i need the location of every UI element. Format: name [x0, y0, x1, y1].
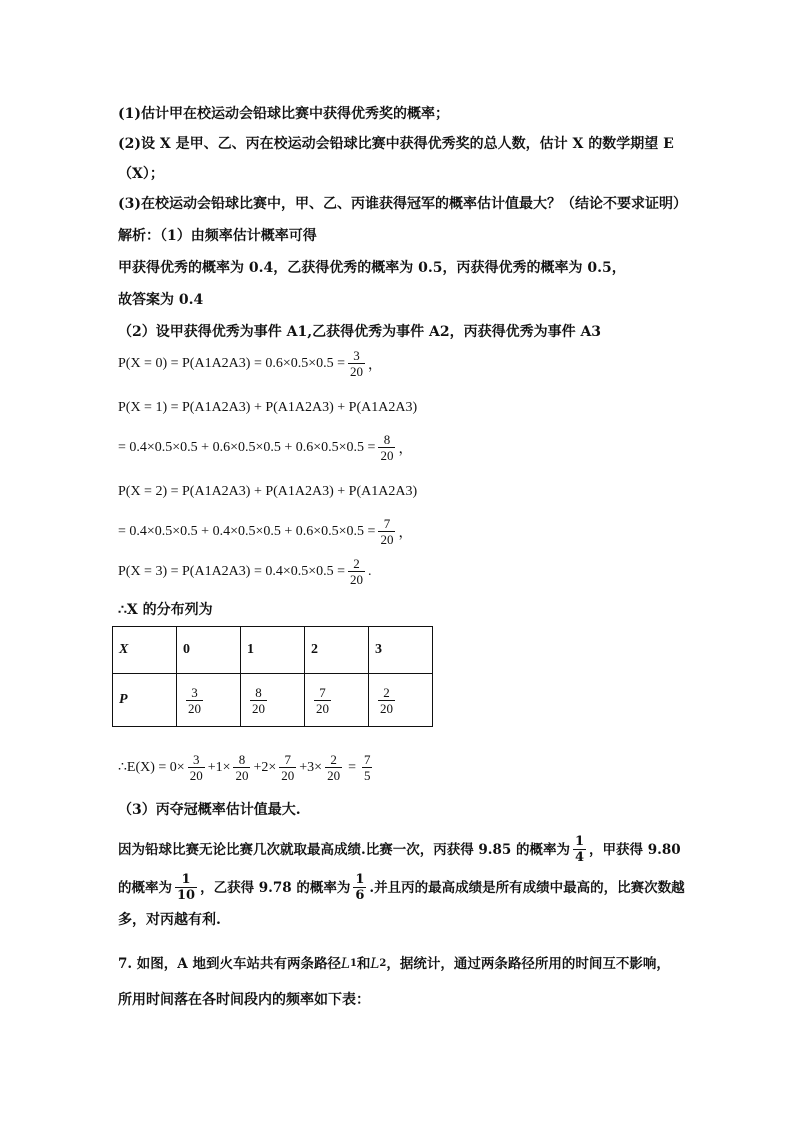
- comma: ，: [368, 357, 383, 373]
- equation-x0: [118, 348, 382, 379]
- solution-header: 解析：（1）由频率估计概率可得: [118, 228, 317, 244]
- question-1: (1)估计甲在校运动会铅球比赛中获得优秀奖的概率；: [118, 106, 449, 122]
- part3-line-3: 多，对丙越有利.: [118, 912, 221, 928]
- table-cell: $\frac{3}{20}$: [177, 674, 241, 727]
- equation-x2-fraction: $\frac{7}{20}$: [380, 516, 394, 547]
- solution-part1-line: 甲获得优秀的概率为 0.4，乙获得优秀的概率为 0.5，丙获得优秀的概率为 0.5，: [118, 260, 626, 276]
- question-3: (3)在校运动会铅球比赛中，甲、乙、丙谁获得冠军的概率估计值最大？（结论不要求证明）: [118, 196, 687, 212]
- equation-x2-lhs: P(X = 2) = P(A1A2A3) + P(A1A2A3) + P(A1A2A3): [118, 484, 418, 499]
- part3-title: （3）丙夺冠概率估计值最大.: [118, 802, 301, 818]
- equation-x2-calc: = 0.4×0.5×0.5 + 0.4×0.5×0.5 + 0.6×0.5×0.5 = $\frac{7}{20}$ ，: [118, 516, 413, 547]
- answer-1: 故答案为 0.4: [118, 292, 204, 308]
- table-cell: $\frac{8}{20}$: [241, 674, 305, 727]
- table-header-cell: 1: [241, 627, 305, 674]
- table-cell: $\frac{2}{20}$: [369, 674, 433, 727]
- equation-x0-fraction: $\frac{3}{20}$: [350, 348, 364, 379]
- part3-line-1: 因为铅球比赛无论比赛几次就取最高成绩.比赛一次，丙获得 9.85 的概率为 $\frac{1}{4}$ ，甲获得 9.80: [118, 834, 681, 865]
- part3-line-2: 的概率为 $\frac{1}{10}$ ，乙获得 9.78 的概率为 $\frac{1}{6}$ .并且丙的最高成绩是所有成绩中最高的，比赛次数越: [118, 872, 685, 903]
- table-row: [113, 627, 433, 674]
- table-row: [113, 674, 433, 727]
- question-2-line-2: （X）；: [118, 166, 164, 182]
- question-2-line-1: (2)设 X 是甲、乙、丙在校运动会铅球比赛中获得优秀奖的总人数，估计 X 的数学期望 E: [118, 136, 674, 152]
- table-cell: $\frac{7}{20}$: [305, 674, 369, 727]
- distribution-intro: ∴X 的分布列为: [118, 602, 213, 618]
- table-header-cell: 2: [305, 627, 369, 674]
- equation-x3-fraction: $\frac{2}{20}$: [350, 556, 364, 587]
- part2-intro: （2）设甲获得优秀为事件 A1,乙获得优秀为事件 A2，丙获得优秀为事件 A3: [118, 324, 602, 340]
- problem-7-line-2: 所用时间落在各时间段内的频率如下表：: [118, 992, 370, 1008]
- table-header-cell: X: [113, 627, 177, 674]
- problem-7-line-1: 7. 如图，A 地到火车站共有两条路径 L 1 和 L 2 ，据统计，通过两条路径所用的时间互不影响，: [118, 956, 670, 972]
- equation-x3: P(X = 3) = P(A1A2A3) = 0.4×0.5×0.5 = $\frac{2}{20}$ .: [118, 556, 372, 587]
- equation-x0-lhs: P(X = 0) = P(A1A2A3) = 0.6×0.5×0.5 =: [118, 355, 346, 371]
- distribution-table: [112, 626, 433, 727]
- table-row-label: P: [113, 674, 177, 727]
- equation-x1-fraction: $\frac{8}{20}$: [380, 432, 394, 463]
- table-header-cell: 3: [369, 627, 433, 674]
- equation-x1-calc: = 0.4×0.5×0.5 + 0.6×0.5×0.5 + 0.6×0.5×0.5 = $\frac{8}{20}$ ，: [118, 432, 413, 463]
- expectation-equation: ∴E(X) = 0× $\frac{3}{20}$ +1× $\frac{8}{20}$ +2× $\frac{7}{20}$ +3× $\frac{2}{20}$ = $\frac{7}{5}$: [118, 752, 371, 783]
- equation-x1-lhs: P(X = 1) = P(A1A2A3) + P(A1A2A3) + P(A1A2A3): [118, 400, 418, 415]
- table-header-cell: 0: [177, 627, 241, 674]
